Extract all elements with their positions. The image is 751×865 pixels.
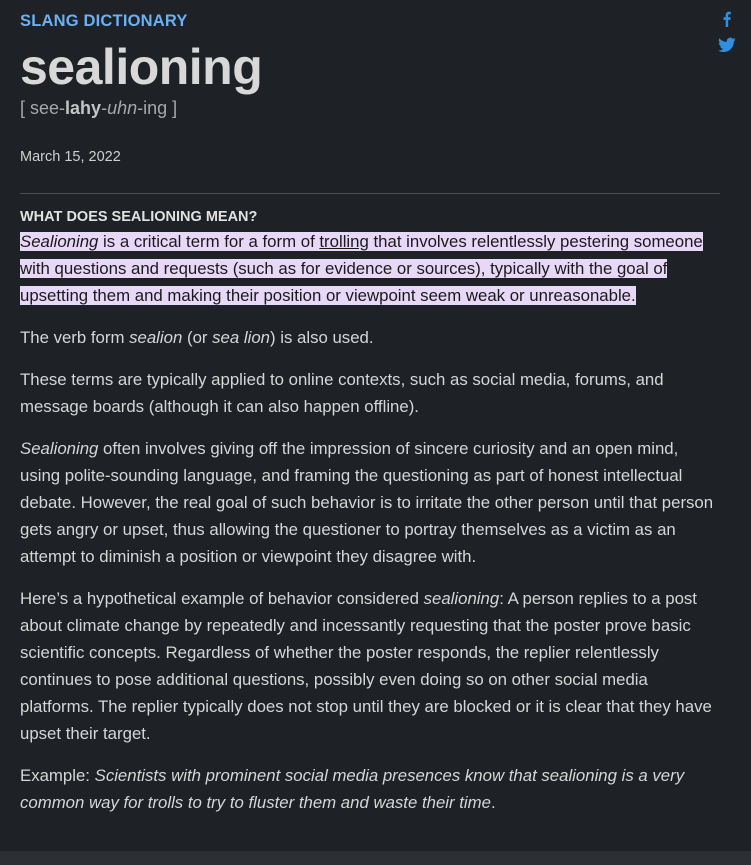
pron-hyphen: - xyxy=(101,98,108,118)
hypothetical-paragraph xyxy=(20,585,720,747)
p2-italic-2: sea lion xyxy=(212,328,270,347)
pron-syllable-stressed: lahy xyxy=(65,98,102,118)
definition-text-b: that involves relentlessly pestering someone with questions and requests (such as for evidence or sources), typically with the goal of upsetting them and making their position or viewpoint seem weak or unreasonable. xyxy=(20,232,703,305)
pron-syllable-schwa: uhn xyxy=(107,98,138,118)
p5-text-a: Here’s a hypothetical example of behavior considered xyxy=(20,589,424,608)
term-italic: Sealioning xyxy=(20,232,99,251)
divider xyxy=(20,193,720,194)
facebook-icon[interactable] xyxy=(718,10,736,28)
example-label: Example: xyxy=(20,766,95,785)
p4-italic: Sealioning xyxy=(20,439,99,458)
category-label[interactable]: SLANG DICTIONARY xyxy=(20,12,188,30)
p2-text-a: The verb form xyxy=(20,328,130,347)
context-paragraph: These terms are typically applied to online contexts, such as social media, forums, and message boards (although it can also happen offline). xyxy=(20,370,664,416)
publish-date: March 15, 2022 xyxy=(20,149,121,165)
example-paragraph xyxy=(20,762,720,816)
definition-text-a: is a critical term for a form of xyxy=(98,232,320,251)
p5-italic: sealioning xyxy=(423,589,500,608)
pron-close: ] xyxy=(167,98,178,118)
pron-syllable-4: -ing xyxy=(137,98,168,118)
verb-form-paragraph xyxy=(20,324,720,351)
selected-text[interactable] xyxy=(20,232,703,305)
p2-text-b: (or xyxy=(182,328,213,347)
p4-text: often involves giving off the impression of sincere curiosity and an open mind, using polite-sounding language, and framing the questioning as part of honest intellectual debate. However, the real goal of such behavior is to irritate the other person until that person gets angry or upset, thus allowing the questioner to portray themselves as a victim as an attempt to diminish a position or viewpoint they disagree with. xyxy=(20,439,714,566)
trolling-link[interactable]: trolling xyxy=(319,232,369,251)
explanation-paragraph xyxy=(20,435,720,570)
bottom-bar xyxy=(0,851,751,865)
example-sentence: Scientists with prominent social media presences know that sealioning is a very common way for trolls to try to fluster them and waste their time xyxy=(20,766,685,812)
pron-open: [ xyxy=(20,98,31,118)
p2-text-c: ) is also used. xyxy=(270,328,374,347)
p5-text-b: : A person replies to a post about climate change by repeatedly and incessantly requesting that the poster prove basic scientific concepts. Regardless of whether the poster responds, the replier relentlessly continues to pose additional questions, possibly even doing so on other social media platforms. The replier typically does not stop until they are blocked or it is clear that they have upset their target. xyxy=(20,589,712,743)
pronunciation xyxy=(20,98,177,119)
example-end: . xyxy=(490,793,496,812)
page-title: sealioning xyxy=(20,39,263,95)
pron-syllable-1: see- xyxy=(30,98,66,118)
social-share-bar xyxy=(718,10,736,62)
p2-italic-1: sealion xyxy=(129,328,183,347)
definition-paragraph[interactable] xyxy=(20,228,720,309)
twitter-icon[interactable] xyxy=(718,37,736,53)
section-heading: WHAT DOES SEALIONING MEAN? xyxy=(20,209,258,225)
article-body xyxy=(20,228,720,831)
